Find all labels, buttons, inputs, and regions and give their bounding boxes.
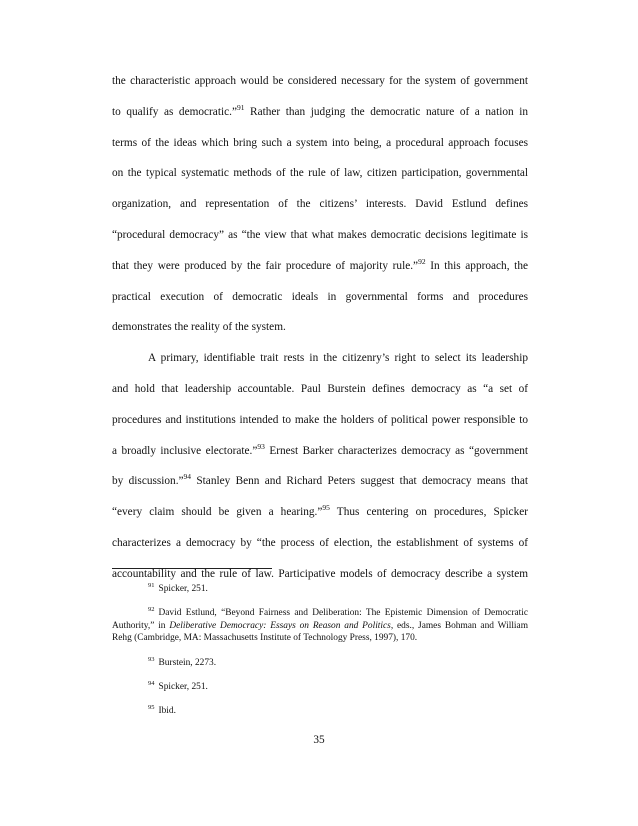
text-line: accountability and the rule of law. Participative models of democracy describe a system	[112, 567, 528, 580]
page-number: 35	[313, 734, 325, 746]
text-line: to qualify as democratic.”$^{91}$ Rather than judging the democratic nature of a nation in	[112, 102, 529, 118]
footnote-separator	[112, 568, 272, 569]
text-line: A primary, identifiable trait rests in the citizenry’s right to select its leadership	[148, 352, 528, 365]
footnote-ref: 91	[236, 102, 245, 112]
footnote: $^{92}$ David Estlund, “Beyond Fairness and Deliberation: The Epistemic Dimension of Democratic Authority,” in Deliberative Democracy: Essays on Reason and Politics, eds., James Bohman and William Rehg (Cambridge, MA: Massachusetts Institute of Technology Press, 1997), 170.	[112, 606, 528, 644]
text-line: that they were produced by the fair procedure of majority rule.”$^{92}$ In this approach, the	[112, 256, 528, 272]
text-line: terms of the ideas which bring such a system into being, a procedural approach focuses	[112, 136, 528, 149]
text-line: practical execution of democratic ideals in governmental forms and procedures	[112, 290, 528, 303]
footnote-ref: 94	[183, 472, 192, 482]
footnote: $^{91}$ Spicker, 251.	[148, 582, 208, 594]
footnote: $^{94}$ Spicker, 251.	[148, 680, 208, 693]
text-line: and hold that leadership accountable. Paul Burstein defines democracy as “a set of	[112, 382, 528, 395]
text-line: the characteristic approach would be considered necessary for the system of government	[112, 75, 528, 87]
footnotes	[112, 583, 528, 730]
footnote-ref: 93	[257, 441, 265, 451]
body-text	[112, 66, 528, 590]
footnote-ref: 95	[322, 503, 330, 513]
book-title: Deliberative Democracy: Essays on Reason and Politics	[169, 620, 391, 631]
text-line: “procedural democracy” as “the view that what makes democratic decisions legitimate is	[112, 228, 528, 241]
text-line: by discussion.”$^{94}$ Stanley Benn and Richard Peters suggest that democracy means that	[112, 472, 528, 488]
text-line: organization, and representation of the citizens’ interests. David Estlund defines	[112, 198, 528, 211]
text-line: procedures and institutions intended to make the holders of political power responsible to	[112, 413, 528, 426]
text-line: on the typical systematic methods of the rule of law, citizen participation, governmental	[112, 167, 528, 180]
text-line: a broadly inclusive electorate.”$^{93}$ Ernest Barker characterizes democracy as “government	[112, 441, 528, 457]
text-line: “every claim should be given a hearing.”$^{95}$ Thus centering on procedures, Spicker	[112, 503, 528, 519]
footnote-ref: 92	[418, 256, 426, 266]
footnote: $^{95}$ Ibid.	[148, 704, 176, 717]
footnote: $^{93}$ Burstein, 2273.	[148, 655, 217, 668]
text-line: demonstrates the reality of the system.	[112, 321, 286, 334]
text-line: characterizes a democracy by “the process of election, the establishment of systems of	[112, 536, 528, 549]
